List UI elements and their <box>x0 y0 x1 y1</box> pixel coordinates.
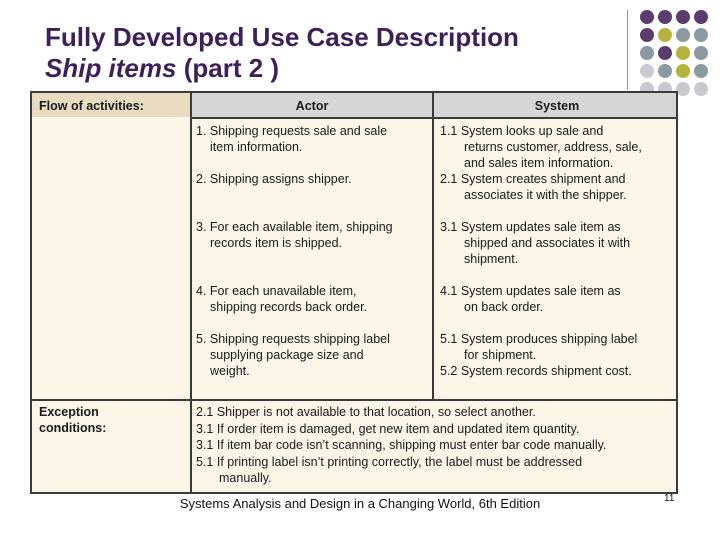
system-step <box>440 283 621 315</box>
system-step-line: shipment. <box>464 252 519 267</box>
title-line-2 <box>45 53 625 84</box>
actor-step-line: shipping records back order. <box>210 300 368 315</box>
actor-step <box>196 219 393 251</box>
actor-step <box>196 171 352 187</box>
title-part-label: (part 2 ) <box>176 53 280 83</box>
decor-dot <box>640 10 654 24</box>
actor-step-line: 3. For each available item, shipping <box>196 220 393 234</box>
actor-step-line: 2. Shipping assigns shipper. <box>196 172 352 186</box>
actor-step-line: item information. <box>210 140 303 155</box>
system-step-line: shipped and associates it with <box>464 236 631 251</box>
decor-dot <box>658 46 672 60</box>
decor-dot <box>676 46 690 60</box>
exception-conditions-label <box>39 404 106 436</box>
system-step-line: 5.2 System records shipment cost. <box>440 364 632 379</box>
actor-step-line: records item is shipped. <box>210 236 343 251</box>
slide-footer: Systems Analysis and Design in a Changing World, 6th Edition <box>179 496 541 511</box>
system-step-line: for shipment. <box>464 348 537 363</box>
decor-dot <box>640 64 654 78</box>
decor-dot <box>658 28 672 42</box>
system-step <box>440 171 627 203</box>
system-step-line: 4.1 System updates sale item as <box>440 284 621 298</box>
decor-dot <box>676 82 690 96</box>
decor-dot <box>640 46 654 60</box>
label-column-divider <box>190 93 192 494</box>
actor-step-line: 4. For each unavailable item, <box>196 284 357 298</box>
use-case-name: Ship items <box>45 53 177 83</box>
system-step-line: 5.1 System produces shipping label <box>440 332 638 346</box>
decor-dot <box>694 46 708 60</box>
actor-column-header: Actor <box>295 99 329 113</box>
system-column-header: System <box>534 99 580 113</box>
actor-step <box>196 283 367 315</box>
exception-line: 5.1 If printing label isn’t printing correctly, the label must be addressed <box>196 454 583 469</box>
exception-line: manually. <box>219 471 272 485</box>
system-step-line: 1.1 System looks up sale and <box>440 124 604 138</box>
system-step-line: 2.1 System creates shipment and <box>440 172 626 186</box>
system-step-line: associates it with the shipper. <box>464 188 627 203</box>
exception-label-line-1: Exception <box>39 405 99 419</box>
decor-dot <box>676 64 690 78</box>
row-divider <box>32 399 678 401</box>
system-step <box>440 331 637 380</box>
system-step-line: on back order. <box>464 300 544 315</box>
decor-dot <box>640 28 654 42</box>
decor-dot <box>676 10 690 24</box>
exception-line: 3.1 If item bar code isn’t scanning, shipping must enter bar code manually. <box>196 438 607 452</box>
decor-dot <box>694 10 708 24</box>
actor-step-line: supplying package size and <box>210 348 364 363</box>
use-case-table <box>30 91 678 494</box>
title-line-1: Fully Developed Use Case Description <box>45 22 519 52</box>
decor-dot <box>694 64 708 78</box>
decor-dot <box>694 28 708 42</box>
actor-step-line: weight. <box>210 364 250 379</box>
system-step <box>440 123 642 172</box>
actor-step-line: 1. Shipping requests sale and sale <box>196 124 388 138</box>
actor-step-line: 5. Shipping requests shipping label <box>196 332 390 346</box>
exception-line: 3.1 If order item is damaged, get new item and updated item quantity. <box>196 421 580 436</box>
decor-divider <box>627 10 628 90</box>
actor-step <box>196 123 387 155</box>
system-step-line: and sales item information. <box>464 156 614 171</box>
actor-system-divider <box>432 93 434 399</box>
header-divider <box>190 117 678 119</box>
system-step-line: 3.1 System updates sale item as <box>440 220 621 234</box>
decor-dot-grid <box>640 10 708 96</box>
slide-title <box>45 22 625 84</box>
system-step-line: returns customer, address, sale, <box>464 140 642 155</box>
decor-dot <box>658 10 672 24</box>
page-number: 11 <box>664 493 675 504</box>
decor-dot <box>658 64 672 78</box>
exception-line: 2.1 Shipper is not available to that location, so select another. <box>196 405 536 419</box>
flow-of-activities-label: Flow of activities: <box>39 99 144 113</box>
system-step <box>440 219 630 268</box>
decor-dot <box>676 28 690 42</box>
decor-dot <box>694 82 708 96</box>
exception-label-line-2: conditions: <box>39 421 107 435</box>
actor-step <box>196 331 390 380</box>
